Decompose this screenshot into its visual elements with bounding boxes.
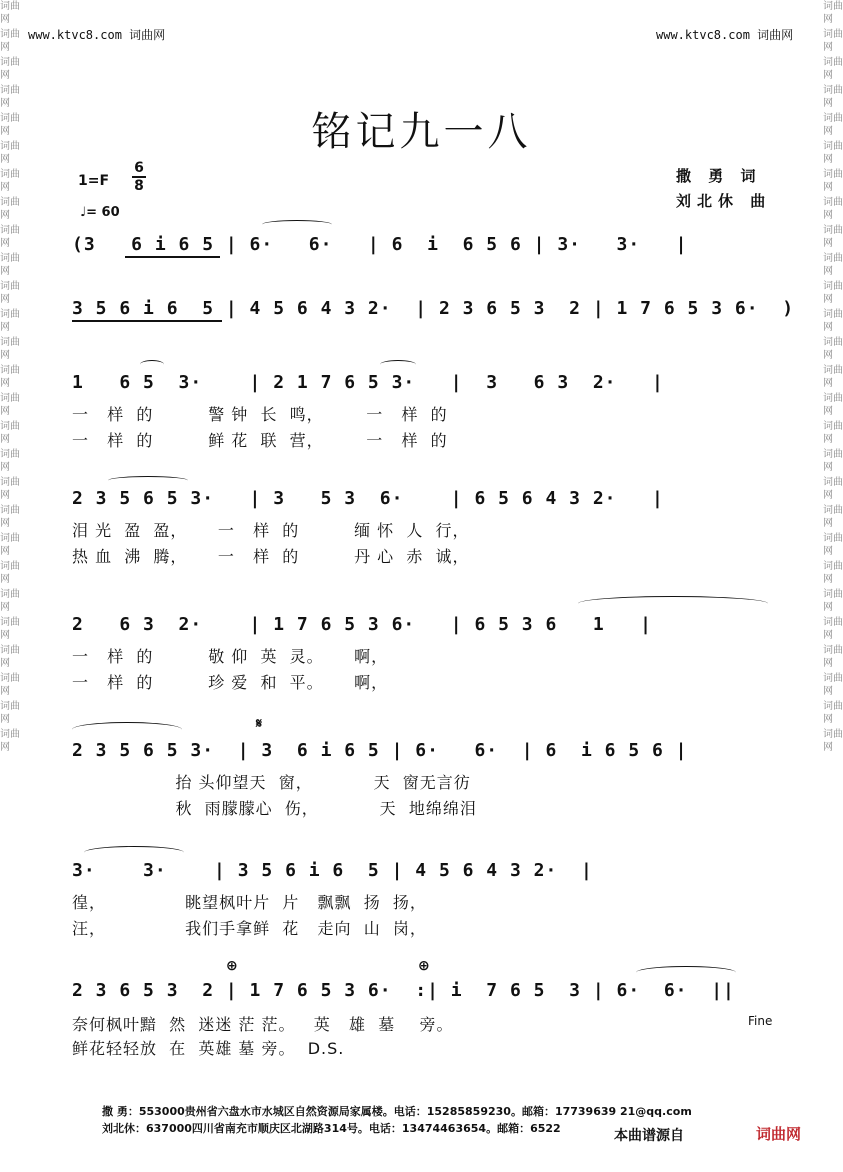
row-8-lyrics-verse-2: 鲜花轻轻放 在 英雄 墓 旁。 D.S. xyxy=(72,1039,345,1058)
row-4-lyrics-verse-2: 热 血 沸 腾， 一 样 的 丹 心 赤 诚， xyxy=(72,547,470,566)
row-4-lyrics-verse-1: 泪 光 盈 盈， 一 样 的 缅 怀 人 行， xyxy=(72,521,470,540)
row-5-lyrics-verse-2: 一 样 的 珍 爱 和 平。 啊， xyxy=(72,673,389,692)
side-watermark-right: 词曲网 词曲网 词曲网 词曲网 词曲网 词曲网 词曲网 词曲网 词曲网 词曲网 词曲网 词曲网 词曲网 词曲网 词曲网 词曲网 词曲网 词曲网 词曲网 词曲网 词曲网 词曲网 词曲网 词曲网 词曲网 词曲网 词曲网 xyxy=(823,1,843,753)
tempo-marking: ♩= 60 xyxy=(80,205,120,220)
fine-marking: Fine xyxy=(748,1014,773,1028)
lyricist-credit: 撒 勇 词 xyxy=(676,167,762,185)
contact-composer: 刘北休：637000四川省南充市顺庆区北湖路314号。电话：13474463654。邮箱：6522 xyxy=(102,1122,561,1135)
composer-credit: 刘北休 曲 xyxy=(676,192,772,210)
score-row-8: 2 3 6 5 3 2 | 1 7 6 5 3 6· :| i 7 6 5 3 | 6· 6· || xyxy=(72,980,735,1001)
row-3-lyrics-verse-2: 一 样 的 鲜 花 联 营， 一 样 的 xyxy=(72,431,448,450)
coda-sign-1: ⊕ xyxy=(226,958,238,974)
site-url-right[interactable]: www.ktvc8.com 词曲网 xyxy=(656,28,794,42)
segno-sign: 𝄋 xyxy=(256,716,263,732)
coda-sign-2: ⊕ xyxy=(418,958,430,974)
score-row-7: 3· 3· | 3 5 6 i 6 5 | 4 5 6 4 3 2· | xyxy=(72,860,593,881)
score-row-3: 1 6 5 3· | 2 1 7 6 5 3· | 3 6 3 2· | xyxy=(72,372,664,393)
score-row-2: 3 5 6 i 6 5 | 4 5 6 4 3 2· | 2 3 6 5 3 2 | 1 7 6 5 3 6· ) xyxy=(72,298,795,319)
row-7-lyrics-verse-2: 汪， 我们手拿鲜 花 走向 山 岗， xyxy=(72,919,427,938)
row-5-lyrics-verse-1: 一 样 的 敬 仰 英 灵。 啊， xyxy=(72,647,389,666)
meter-bottom: 8 xyxy=(134,178,144,194)
side-watermark-left: 词曲网 词曲网 词曲网 词曲网 词曲网 词曲网 词曲网 词曲网 词曲网 词曲网 词曲网 词曲网 词曲网 词曲网 词曲网 词曲网 词曲网 词曲网 词曲网 词曲网 词曲网 词曲网 词曲网 词曲网 词曲网 词曲网 词曲网 xyxy=(0,1,20,753)
site-logo[interactable]: 词曲网 xyxy=(756,1125,802,1143)
row-6-lyrics-verse-2: 秋 雨朦朦心 伤， 天 地绵绵泪 xyxy=(72,799,477,818)
row-8-lyrics-verse-1: 奈何枫叶黯 然 迷迷 茫 茫。 英 雄 墓 旁。 xyxy=(72,1015,454,1034)
site-url-left[interactable]: www.ktvc8.com 词曲网 xyxy=(28,28,166,42)
source-note: 本曲谱源自 xyxy=(612,1125,686,1145)
score-row-1: (3 6 i 6 5 | 6· 6· | 6 i 6 5 6 | 3· 3· | xyxy=(72,234,688,255)
song-title: 铭记九一八 xyxy=(311,109,532,155)
key-signature: 1=F xyxy=(78,173,110,189)
score-row-4: 2 3 5 6 5 3· | 3 5 3 6· | 6 5 6 4 3 2· | xyxy=(72,488,664,509)
time-signature xyxy=(132,160,146,194)
meter-top: 6 xyxy=(134,160,144,176)
score-row-5: 2 6 3 2· | 1 7 6 5 3 6· | 6 5 3 6 1 | xyxy=(72,614,653,635)
contact-lyricist: 撒 勇：553000贵州省六盘水市水城区自然资源局家属楼。电话：15285859230。邮箱：17739639 21@qq.com xyxy=(102,1105,692,1118)
row-6-lyrics-verse-1: 抬 头仰望天 窗， 天 窗无言彷 xyxy=(72,773,471,792)
score-row-6: 2 3 5 6 5 3· | 3 6 i 6 5 | 6· 6· | 6 i 6 5 6 | xyxy=(72,740,688,761)
row-3-lyrics-verse-1: 一 样 的 警 钟 长 鸣， 一 样 的 xyxy=(72,405,448,424)
row-7-lyrics-verse-1: 徨， 眺望枫叶片 片 飘飘 扬 扬， xyxy=(72,893,427,912)
